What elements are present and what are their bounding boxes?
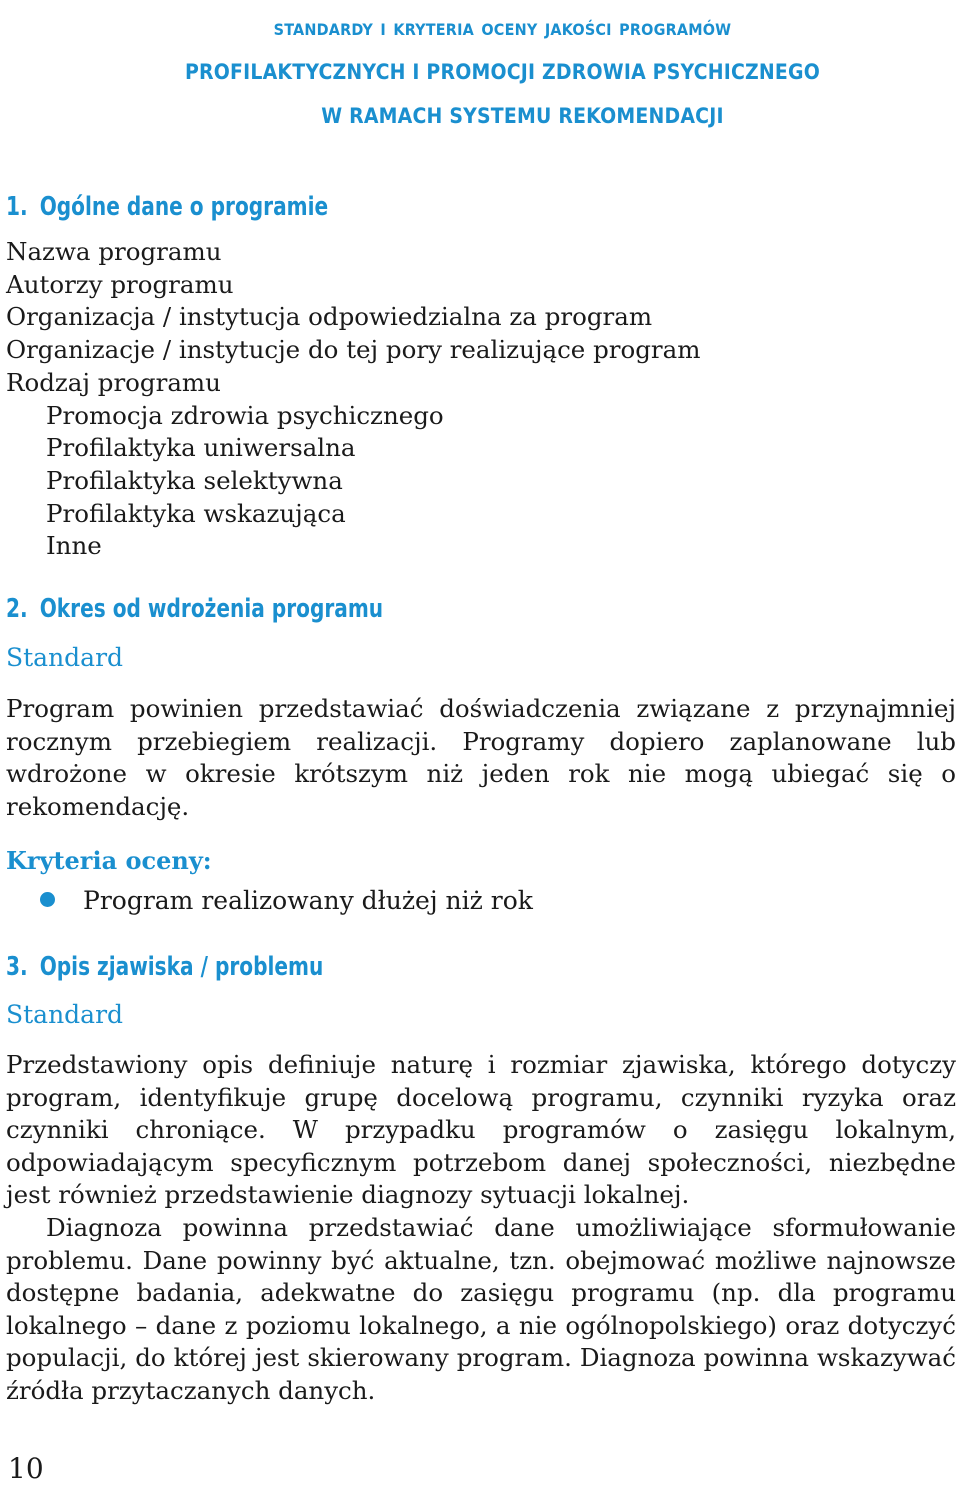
section1-heading bbox=[6, 192, 328, 222]
section2-heading bbox=[6, 594, 383, 624]
program-type-item: Profilaktyka uniwersalna bbox=[46, 433, 356, 463]
section3-paragraph2: Diagnoza powinna przedstawiać dane umożliwiające sformułowanie problemu. Dane powinny być aktualne, tzn. obejmować możliwe najnowsze dostępne badania, adekwatne do zasięgu programu (np. dla programu lokalnego – dane z poziomu lokalnego, a nie ogólnopolskiego) oraz dotyczyć populacji, do której jest skierowany program. Diagnoza powinna wskazywać źródła przytaczanych danych. bbox=[6, 1213, 956, 1405]
section1-field-list bbox=[6, 236, 700, 563]
program-type-item: Inne bbox=[46, 531, 102, 561]
program-type-item: Profilaktyka wskazująca bbox=[46, 498, 346, 528]
section3-number: 3. bbox=[6, 952, 28, 982]
program-type-item: Promocja zdrowia psychicznego bbox=[46, 400, 444, 430]
document-title bbox=[185, 6, 820, 138]
section3-title: Opis zjawiska / problemu bbox=[39, 952, 324, 982]
list-item: Organizacje / instytucje do tej pory realizujące program bbox=[6, 335, 701, 365]
criteria-text: Program realizowany dłużej niż rok bbox=[83, 886, 533, 915]
document-title-line2: PROFILAKTYCZNYCH I PROMOCJI ZDROWIA PSYCHICZNEGO bbox=[184, 60, 820, 84]
section1-title: Ogólne dane o programie bbox=[39, 192, 329, 222]
bullet-icon bbox=[40, 892, 55, 907]
section3-heading bbox=[6, 952, 323, 982]
criteria-bullet-item bbox=[40, 886, 533, 915]
section3-paragraph1: Przedstawiony opis definiuje naturę i rozmiar zjawiska, którego dotyczy program, identyfikuje grupę docelową programu, czynniki ryzyka oraz czynniki chroniące. W przypadku programów o zasięgu lokalnym, odpowiadającym specyficznym potrzebom danej społeczności, niezbędne jest również przedstawienie diagnozy sytuacji lokalnej. bbox=[6, 1050, 956, 1210]
list-item: Organizacja / instytucja odpowiedzialna za program bbox=[6, 302, 653, 332]
section2-title: Okres od wdrożenia programu bbox=[39, 594, 384, 624]
section2-number: 2. bbox=[6, 594, 28, 624]
list-item: Autorzy programu bbox=[6, 269, 234, 299]
list-item: Nazwa programu bbox=[6, 237, 222, 266]
section1-number: 1. bbox=[6, 192, 28, 222]
section2-standard-text: Program powinien przedstawiać doświadczenia związane z przynajmniej rocznym przebiegiem realizacji. Programy dopiero zaplanowane lub wdrożone w okresie krótszym niż jeden rok nie mogą ubiegać się o rekomendację. bbox=[6, 694, 956, 821]
section2-criteria-label: Kryteria oceny: bbox=[6, 846, 212, 875]
page-number: 10 bbox=[8, 1452, 44, 1485]
section2-standard-label: Standard bbox=[6, 643, 124, 672]
document-title-line3: W RAMACH SYSTEMU REKOMENDACJI bbox=[321, 104, 724, 128]
document-title-line1: standardy i kryteria oceny jakości programów bbox=[273, 15, 732, 41]
program-type-item: Profilaktyka selektywna bbox=[46, 465, 343, 495]
section3-standard-label: Standard bbox=[6, 1000, 124, 1029]
list-item: Rodzaj programu bbox=[6, 367, 221, 397]
